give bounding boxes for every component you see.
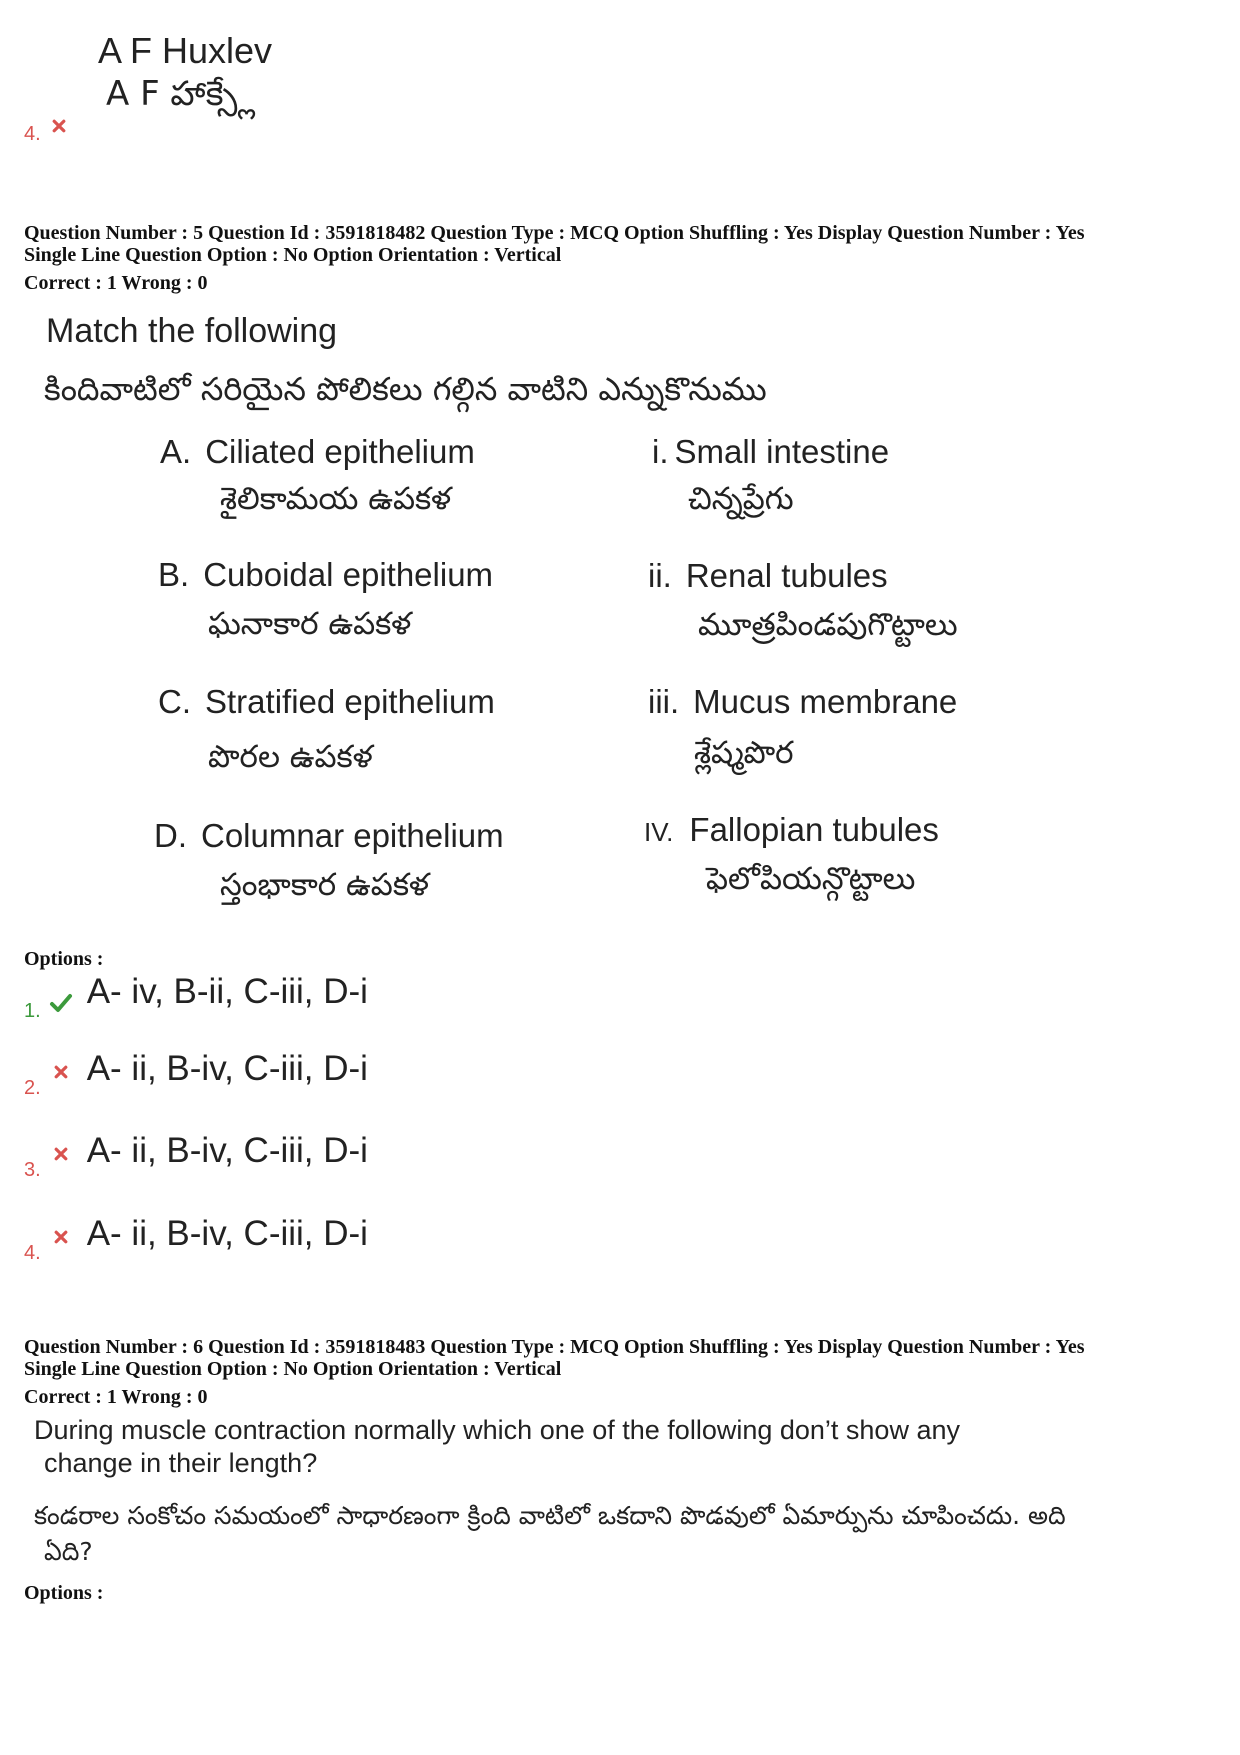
match-left-en: Ciliated epithelium	[205, 433, 475, 470]
match-right-iii	[648, 683, 958, 811]
prev-option-line1: A F Huxlev	[98, 30, 273, 71]
option-number: 2.	[24, 1077, 41, 1099]
q5-score: Correct : 1 Wrong : 0	[24, 272, 208, 294]
q6-stem-te-line1: కండరాల సంకోచం సమయంలో సాధారణంగా క్రింది వాటిలో ఒకదాని పొడవులో ఏమార్పును చూపించదు. అది	[34, 1501, 1066, 1530]
q6-meta	[24, 1336, 1084, 1408]
option-number: 3.	[24, 1159, 41, 1181]
prev-option-number: 4.	[24, 123, 41, 145]
match-left-key: B.	[158, 556, 190, 593]
match-left-te: స్తంభాకార ఉపకళ	[220, 867, 429, 903]
wrong-cross-icon	[51, 118, 67, 134]
q5-stem-te: కిందివాటిలో సరియైన పోలికలు గల్గిన వాటిని ఎన్నుకొనుము	[44, 370, 767, 408]
q5-meta	[24, 222, 1084, 294]
q6-stem-te-line2: ఏది?	[44, 1537, 93, 1566]
match-right-key: ii.	[648, 557, 672, 594]
q5-option-3[interactable]	[24, 1131, 368, 1182]
q5-meta-line1: Question Number : 5 Question Id : 3591818482 Question Type : MCQ Option Shuffling : Yes Display Question Number : Yes	[24, 222, 1085, 244]
match-left-c	[158, 683, 504, 817]
q5-option-1[interactable]	[24, 972, 368, 1023]
match-right-iv	[644, 811, 958, 904]
match-left-en: Columnar epithelium	[201, 817, 504, 854]
wrong-cross-icon	[53, 1146, 69, 1162]
match-right-en: Fallopian tubules	[689, 811, 939, 848]
correct-check-icon	[49, 991, 73, 1015]
option-number: 4.	[24, 1242, 41, 1264]
prev-option-line2: A F హాక్స్లే	[106, 74, 256, 114]
match-left-a	[160, 433, 504, 556]
match-right-en: Renal tubules	[685, 557, 888, 594]
q6-stem-en-line1: During muscle contraction normally which one of the following don’t show any	[34, 1415, 960, 1445]
match-right-te: ఫెలోపియన్గొట్టాలు	[706, 861, 916, 897]
match-right-en: Mucus membrane	[693, 683, 958, 720]
q5-meta-line2: Single Line Question Option : No Option Orientation : Vertical	[24, 244, 562, 266]
match-left-te: పొరల ఉపకళ	[208, 739, 373, 775]
match-right-column	[644, 433, 958, 904]
match-left-b	[158, 556, 504, 683]
match-left-key: D.	[154, 817, 187, 854]
q6-stem-en	[34, 1414, 960, 1480]
match-left-en: Stratified epithelium	[205, 683, 495, 720]
option-text: A- ii, B-iv, C-iii, D-i	[86, 1049, 368, 1088]
q6-options-label: Options :	[24, 1582, 104, 1604]
q5-option-4[interactable]	[24, 1214, 368, 1265]
option-number: 1.	[24, 1000, 41, 1022]
prev-option-image-text	[98, 30, 272, 122]
option-text: A- ii, B-iv, C-iii, D-i	[86, 1131, 368, 1170]
match-left-te: ఘనాకార ఉపకళ	[208, 606, 412, 642]
match-right-key: i.	[652, 433, 669, 470]
q6-meta-line1: Question Number : 6 Question Id : 3591818483 Question Type : MCQ Option Shuffling : Yes Display Question Number : Yes	[24, 1336, 1085, 1358]
match-right-en: Small intestine	[674, 433, 890, 470]
match-right-te: శ్లేష్మపొర	[694, 735, 794, 771]
match-left-key: C.	[158, 683, 191, 720]
wrong-cross-icon	[53, 1229, 69, 1245]
match-right-key: iii.	[648, 683, 680, 720]
q5-option-2[interactable]	[24, 1049, 368, 1100]
q5-stem-en: Match the following	[46, 312, 338, 350]
option-text: A- iv, B-ii, C-iii, D-i	[86, 972, 368, 1011]
q6-stem-te	[34, 1498, 1066, 1570]
match-right-ii	[648, 557, 958, 683]
prev-option-row	[24, 118, 67, 146]
q6-meta-line2: Single Line Question Option : No Option Orientation : Vertical	[24, 1358, 562, 1380]
option-text: A- ii, B-iv, C-iii, D-i	[86, 1214, 368, 1253]
match-left-te: శైలికామయ ఉపకళ	[220, 481, 452, 517]
match-right-key: IV.	[644, 817, 674, 847]
match-left-en: Cuboidal epithelium	[203, 556, 494, 593]
match-right-i	[652, 433, 958, 557]
match-left-d	[154, 817, 504, 910]
match-right-te: చిన్నప్రేగు	[688, 481, 794, 517]
q6-score: Correct : 1 Wrong : 0	[24, 1386, 208, 1408]
match-left-key: A.	[160, 433, 192, 470]
wrong-cross-icon	[53, 1064, 69, 1080]
q5-options-label: Options :	[24, 948, 104, 970]
match-right-te: మూత్రపిండపుగొట్టాలు	[698, 607, 958, 643]
match-left-column	[154, 433, 504, 910]
q6-stem-en-line2: change in their length?	[44, 1448, 318, 1478]
